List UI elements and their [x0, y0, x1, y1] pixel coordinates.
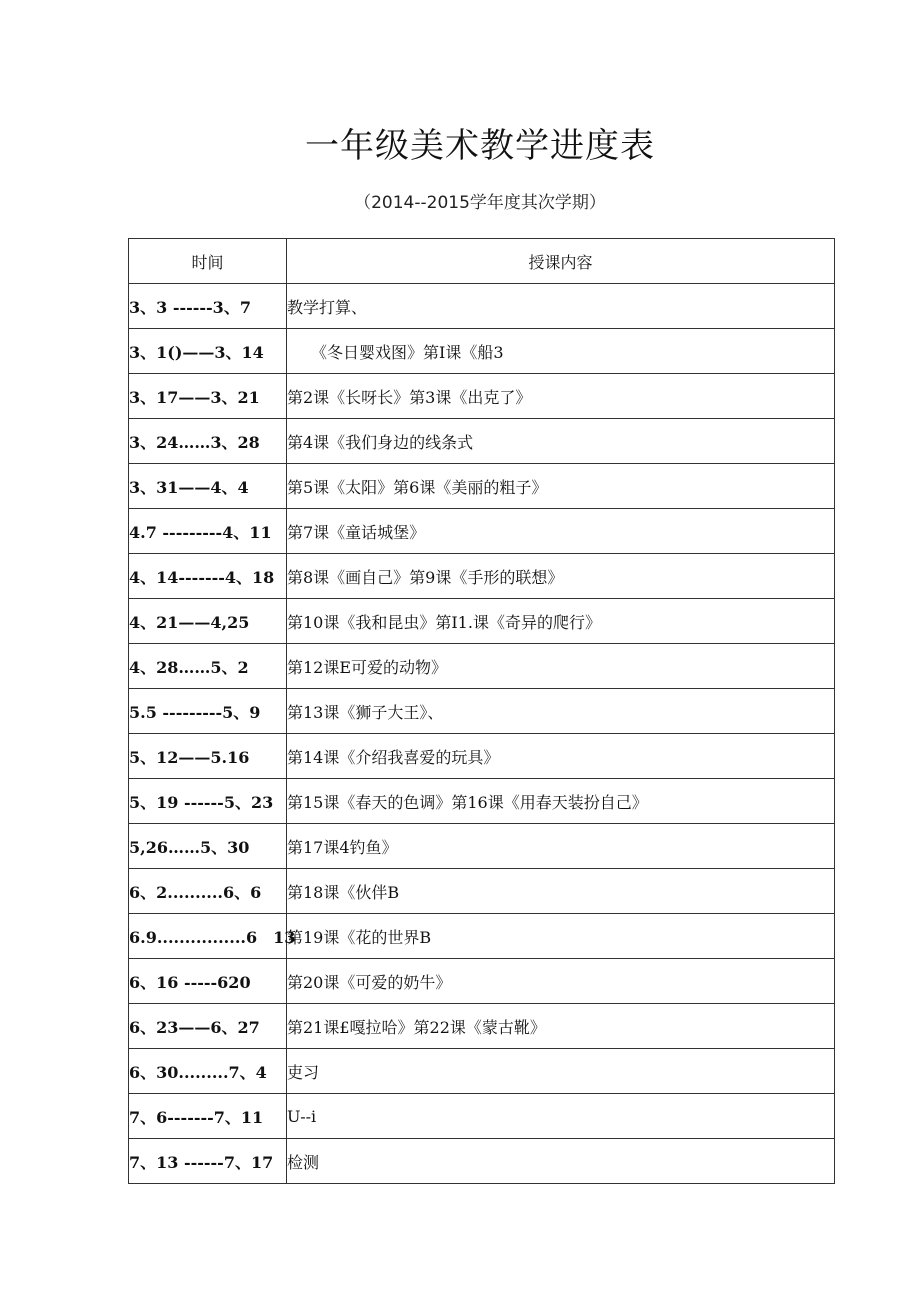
table-row [129, 419, 835, 464]
row-content: 第2课《长呀长》第3课《出克了》 [287, 374, 835, 419]
table-row [129, 464, 835, 509]
row-content: 第14课《介绍我喜爱的玩具》 [287, 734, 835, 779]
row-content: 第17课4钓鱼》 [287, 824, 835, 869]
table-row [129, 959, 835, 1004]
row-content: U--i [287, 1094, 835, 1139]
row-time: 4、14-------4、18 [129, 554, 287, 599]
table-row [129, 779, 835, 824]
row-time: 7、13 ------7、17 [129, 1139, 287, 1184]
table-row [129, 1094, 835, 1139]
row-time: 5.5 ---------5、9 [129, 689, 287, 734]
table-row [129, 689, 835, 734]
row-content: 第15课《春天的色调》第16课《用春天装扮自己》 [287, 779, 835, 824]
row-content: 第19课《花的世界B [287, 914, 835, 959]
table-row [129, 824, 835, 869]
row-time: 6、30.........7、4 [129, 1049, 287, 1094]
row-time: 7、6-------7、11 [129, 1094, 287, 1139]
row-content: 第18课《伙伴B [287, 869, 835, 914]
row-content: 《冬日婴戏图》第I课《船3 [287, 329, 835, 374]
row-time: 5,26……5、30 [129, 824, 287, 869]
table-row [129, 1004, 835, 1049]
header-content: 授课内容 [287, 239, 835, 284]
row-time: 3、24……3、28 [129, 419, 287, 464]
table-row [129, 869, 835, 914]
row-time: 4、21——4,25 [129, 599, 287, 644]
row-content: 第7课《童话城堡》 [287, 509, 835, 554]
row-time: 4.7 ---------4、11 [129, 509, 287, 554]
table-row [129, 374, 835, 419]
row-content: 吏习 [287, 1049, 835, 1094]
table-row [129, 1139, 835, 1184]
schedule-table [128, 238, 835, 1184]
row-time: 5、19 ------5、23 [129, 779, 287, 824]
row-time: 6、23——6、27 [129, 1004, 287, 1049]
row-content: 第10课《我和昆虫》第I1.课《奇异的爬行》 [287, 599, 835, 644]
row-time: 4、28……5、2 [129, 644, 287, 689]
table-row [129, 329, 835, 374]
table-row [129, 284, 835, 329]
row-time: 3、17——3、21 [129, 374, 287, 419]
row-time: 6.9................6 13 [129, 914, 287, 959]
row-content: 第21课£嘎拉哈》第22课《蒙古靴》 [287, 1004, 835, 1049]
table-row [129, 509, 835, 554]
table-row [129, 599, 835, 644]
table-row [129, 1049, 835, 1094]
row-content: 第5课《太阳》第6课《美丽的粗子》 [287, 464, 835, 509]
row-time: 6、16 -----620 [129, 959, 287, 1004]
row-content: 第8课《画自己》第9课《手形的联想》 [287, 554, 835, 599]
row-time: 3、3 ------3、7 [129, 284, 287, 329]
table-row [129, 644, 835, 689]
page-subtitle: （2014--2015学年度其次学期） [354, 193, 606, 213]
row-content: 第13课《狮子大王》、 [287, 689, 835, 734]
row-content: 教学打算、 [287, 284, 835, 329]
row-time: 3、1()——3、14 [129, 329, 287, 374]
row-time: 5、12——5.16 [129, 734, 287, 779]
header-time: 时间 [129, 239, 287, 284]
row-time: 6、2..........6、6 [129, 869, 287, 914]
table-row [129, 554, 835, 599]
row-content: 第4课《我们身边的线条式 [287, 419, 835, 464]
row-content: 检测 [287, 1139, 835, 1184]
table-row [129, 914, 835, 959]
page-title: 一年级美术教学进度表 [305, 126, 655, 166]
row-content: 第12课E可爱的动物》 [287, 644, 835, 689]
row-time: 3、31——4、4 [129, 464, 287, 509]
row-content: 第20课《可爱的奶牛》 [287, 959, 835, 1004]
table-row [129, 734, 835, 779]
table-header-row [129, 239, 835, 284]
